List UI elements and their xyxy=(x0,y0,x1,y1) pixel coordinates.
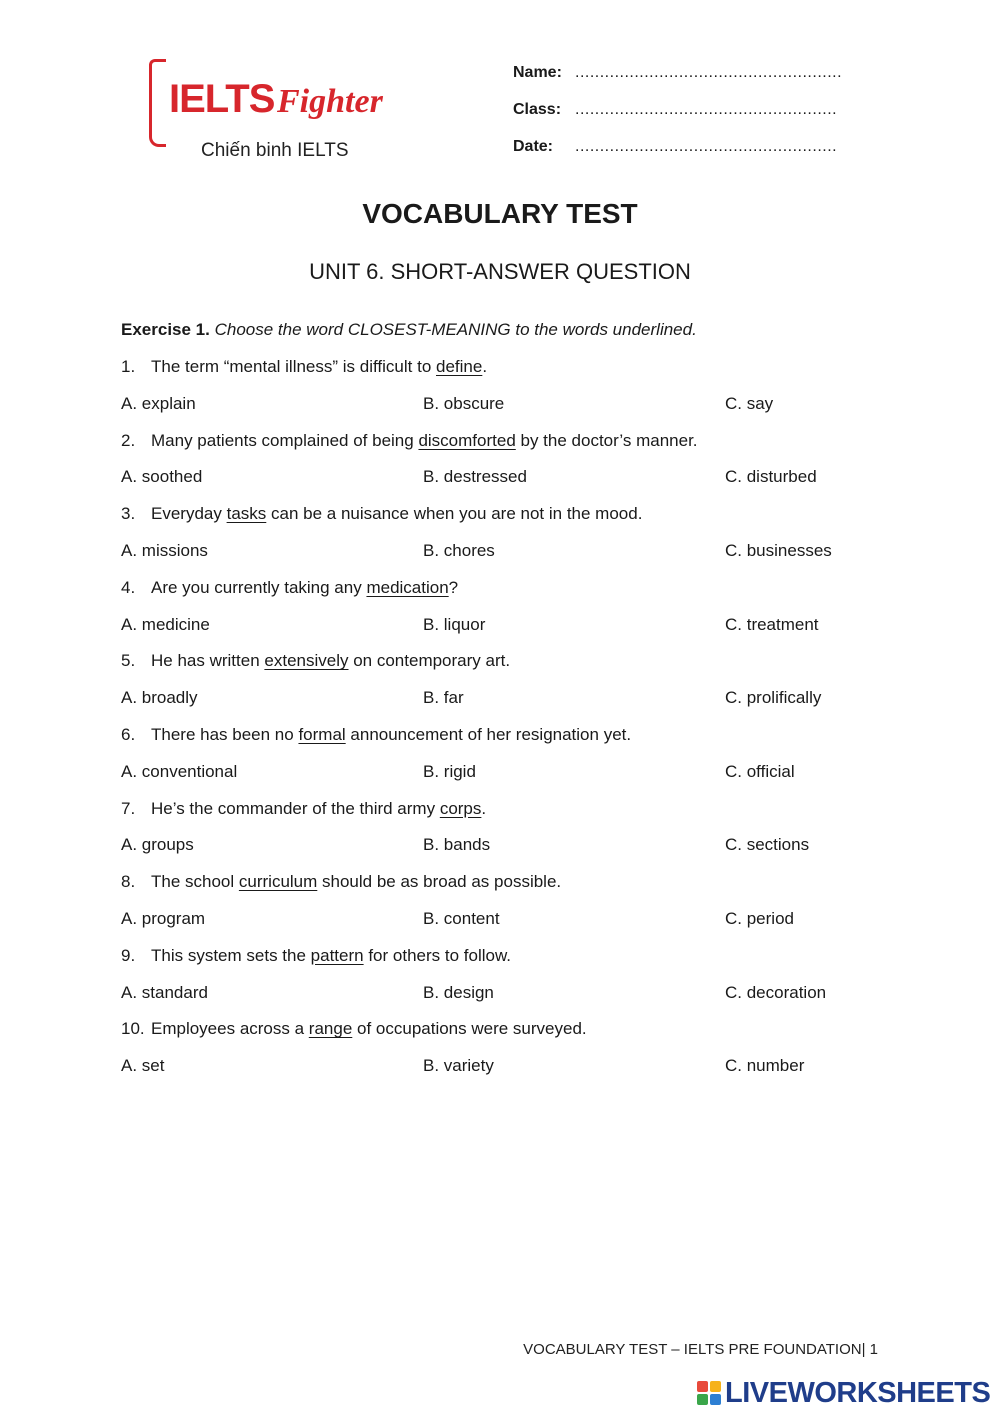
option-c[interactable]: C. official xyxy=(725,761,795,781)
option-c[interactable]: C. period xyxy=(725,908,794,928)
underlined-word: range xyxy=(308,1019,353,1039)
question-7 xyxy=(121,797,881,834)
exercise-instruction xyxy=(121,318,881,355)
liveworksheets-watermark xyxy=(697,1376,990,1410)
question-number: 3. xyxy=(121,504,136,524)
option-c[interactable]: C. disturbed xyxy=(725,467,817,487)
question-text-after: should be as broad as possible. xyxy=(317,872,562,892)
question-number: 1. xyxy=(121,357,136,376)
underlined-word: discomforted xyxy=(418,430,516,450)
underlined-word: extensively xyxy=(264,651,349,671)
answer-options-5 xyxy=(121,686,881,723)
class-label: Class: xyxy=(513,101,562,118)
question-text-after: can be a nuisance when you are not in the mood. xyxy=(266,504,643,524)
question-6 xyxy=(121,723,881,760)
option-a[interactable]: A. broadly xyxy=(121,688,198,708)
option-b[interactable]: B. variety xyxy=(423,1056,494,1076)
question-5 xyxy=(121,649,881,686)
question-text-before: Are you currently taking any xyxy=(151,577,367,597)
date-field[interactable] xyxy=(513,136,842,173)
option-b[interactable]: B. rigid xyxy=(423,761,476,781)
option-c[interactable]: C. businesses xyxy=(725,540,832,560)
underlined-word: formal xyxy=(298,724,346,744)
exercise-label: Exercise 1. xyxy=(121,320,210,339)
option-b[interactable]: B. destressed xyxy=(423,467,527,487)
question-text-before: This system sets the xyxy=(151,945,311,965)
answer-options-2 xyxy=(121,465,881,502)
answer-options-1 xyxy=(121,392,881,429)
question-2 xyxy=(121,429,881,466)
question-text-before: The term “mental illness” is difficult to xyxy=(151,357,436,376)
question-text-after: . xyxy=(482,357,488,376)
answer-options-6 xyxy=(121,760,881,797)
logo-bracket-shape xyxy=(149,59,166,147)
date-label: Date: xyxy=(513,138,554,155)
option-a[interactable]: A. groups xyxy=(121,835,194,855)
answer-options-3 xyxy=(121,539,881,576)
underlined-word: corps xyxy=(439,798,482,818)
exercise-instruction-text: Choose the word CLOSEST-MEANING to the words underlined. xyxy=(214,320,697,339)
page-subtitle: UNIT 6. SHORT-ANSWER QUESTION xyxy=(309,259,691,284)
question-text-before: He’s the commander of the third army xyxy=(151,798,440,818)
question-number: 10. xyxy=(121,1019,145,1039)
page-footer: VOCABULARY TEST – IELTS PRE FOUNDATION| 1 xyxy=(523,1341,878,1358)
option-a[interactable]: A. soothed xyxy=(121,467,203,487)
date-dots: ..................................................... xyxy=(575,138,838,155)
question-4 xyxy=(121,576,881,613)
question-number: 4. xyxy=(121,577,136,597)
underlined-word: medication xyxy=(366,577,449,597)
question-text-after: on contemporary art. xyxy=(348,651,511,671)
class-field[interactable] xyxy=(513,99,842,136)
question-text-before: Many patients complained of being xyxy=(151,430,419,450)
question-text-before: Everyday xyxy=(151,504,227,524)
question-number: 5. xyxy=(121,651,136,671)
question-number: 7. xyxy=(121,798,136,818)
logo-tagline: Chiến binh IELTS xyxy=(201,140,349,161)
option-c[interactable]: C. number xyxy=(725,1056,805,1076)
option-a[interactable]: A. medicine xyxy=(121,614,210,634)
question-text-after: of occupations were surveyed. xyxy=(352,1019,587,1039)
option-a[interactable]: A. explain xyxy=(121,393,196,413)
underlined-word: curriculum xyxy=(238,872,318,892)
logo-brand-script: Fighter xyxy=(277,83,383,120)
answer-options-9 xyxy=(121,981,881,1018)
ielts-fighter-logo xyxy=(145,55,395,165)
option-a[interactable]: A. set xyxy=(121,1056,165,1076)
underlined-word: pattern xyxy=(310,945,364,965)
option-b[interactable]: B. chores xyxy=(423,540,495,560)
underlined-word: define xyxy=(436,357,483,376)
option-c[interactable]: C. say xyxy=(725,393,774,413)
answer-options-10 xyxy=(121,1054,881,1091)
question-number: 9. xyxy=(121,945,136,965)
page-title: VOCABULARY TEST xyxy=(362,198,638,229)
name-label: Name: xyxy=(513,64,562,81)
option-a[interactable]: A. missions xyxy=(121,540,208,560)
question-text-before: Employees across a xyxy=(151,1019,309,1039)
option-b[interactable]: B. design xyxy=(423,982,494,1002)
option-a[interactable]: A. program xyxy=(121,908,206,928)
question-text-after: ? xyxy=(448,577,459,597)
option-b[interactable]: B. obscure xyxy=(423,393,505,413)
question-3 xyxy=(121,502,881,539)
name-field[interactable] xyxy=(513,62,842,99)
name-dots: ...................................................... xyxy=(575,64,843,81)
question-text-before: There has been no xyxy=(151,724,299,744)
question-text-after: . xyxy=(481,798,487,818)
answer-options-8 xyxy=(121,907,881,944)
logo-brand-main: IELTS xyxy=(169,77,275,121)
class-dots: ..................................................... xyxy=(575,101,838,118)
answer-options-7 xyxy=(121,833,881,870)
answer-options-4 xyxy=(121,613,881,650)
liveworksheets-icon xyxy=(697,1381,721,1405)
option-c[interactable]: C. treatment xyxy=(725,614,819,634)
option-a[interactable]: A. conventional xyxy=(121,761,238,781)
question-text-after: by the doctor’s manner. xyxy=(515,430,698,450)
option-a[interactable]: A. standard xyxy=(121,982,208,1002)
question-text-after: announcement of her resignation yet. xyxy=(345,724,632,744)
option-c[interactable]: C. decoration xyxy=(725,982,827,1002)
option-b[interactable]: B. far xyxy=(423,688,464,708)
exercise-1 xyxy=(121,318,881,1091)
student-info-block xyxy=(513,62,842,173)
question-10 xyxy=(121,1017,881,1054)
question-number: 8. xyxy=(121,872,136,892)
question-text-after: for others to follow. xyxy=(363,945,512,965)
question-8 xyxy=(121,870,881,907)
question-text-before: He has written xyxy=(151,651,265,671)
option-c[interactable]: C. prolifically xyxy=(725,688,822,708)
option-b[interactable]: B. bands xyxy=(423,835,491,855)
option-c[interactable]: C. sections xyxy=(725,835,810,855)
question-9 xyxy=(121,944,881,981)
underlined-word: tasks xyxy=(226,504,267,524)
option-b[interactable]: B. content xyxy=(423,908,500,928)
liveworksheets-text: LIVEWORKSHEETS xyxy=(725,1376,991,1409)
question-text-before: The school xyxy=(151,872,239,892)
question-list xyxy=(121,355,881,1091)
option-b[interactable]: B. liquor xyxy=(423,614,486,634)
question-1 xyxy=(121,355,881,392)
question-number: 2. xyxy=(121,430,136,450)
question-number: 6. xyxy=(121,724,136,744)
